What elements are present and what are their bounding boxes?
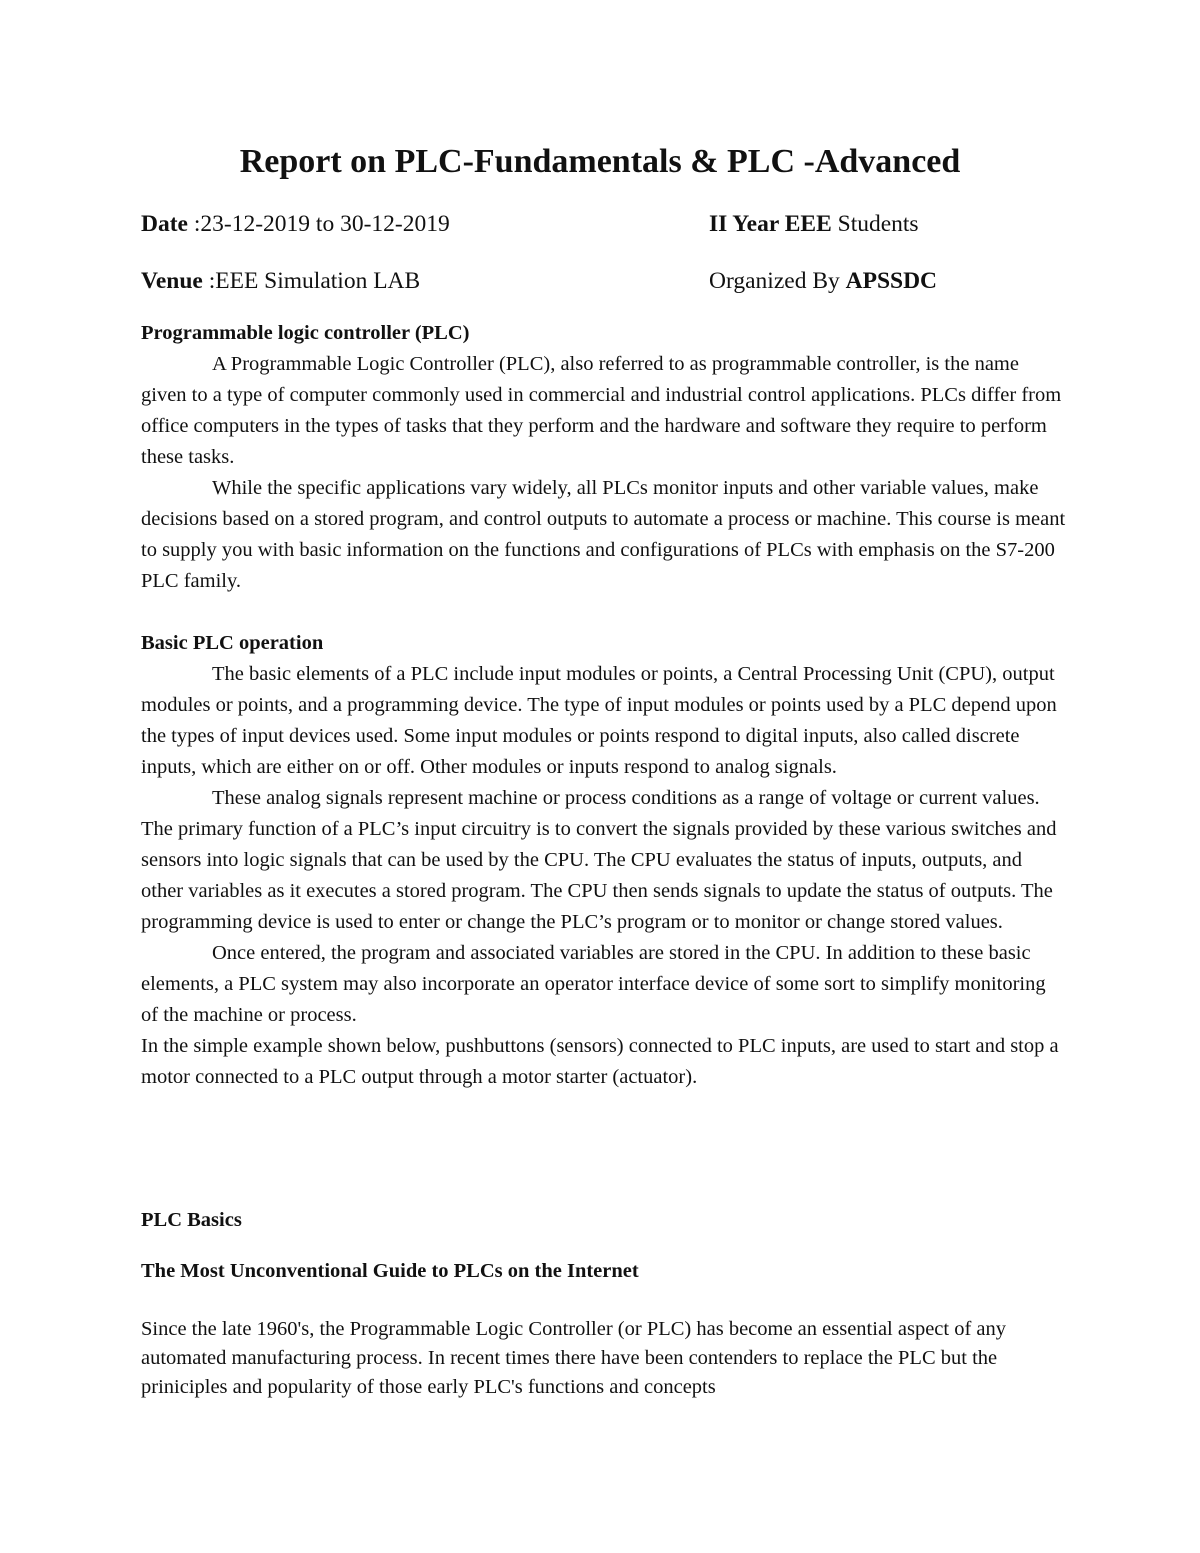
audience-line [709, 207, 919, 241]
section-heading-plc: Programmable logic controller (PLC) [141, 322, 470, 344]
paragraph: Once entered, the program and associated variables are stored in the CPU. In addition to these basic elements, a PLC system may also incorporate an operator interface device of some sort to simplify monitoring of the machine or process. [141, 942, 1046, 1026]
paragraph: A Programmable Logic Controller (PLC), also referred to as programmable controller, is the name given to a type of computer commonly used in commercial and industrial control applications. PLCs differ from office computers in the types of tasks that they perform and the hardware and software they require to perform these tasks. [141, 353, 1062, 468]
paragraph: These analog signals represent machine or process conditions as a range of voltage or current values. The primary function of a PLC’s input circuitry is to convert the signals provided by these various switches and sensors into logic signals that can be used by the CPU. The CPU evaluates the status of inputs, outputs, and other variables as it executes a stored program. The CPU then sends signals to update the status of outputs. The programming device is used to enter or change the PLC’s program or to monitor or change stored values. [141, 787, 1057, 933]
venue-value: :EEE Simulation LAB [202, 268, 421, 294]
paragraph: While the specific applications vary widely, all PLCs monitor inputs and other variable values, make decisions based on a stored program, and control outputs to automate a process or machine. This course is meant to supply you with basic information on the functions and configurations of PLCs with emphasis on the S7-200 PLC family. [141, 477, 1066, 592]
meta-row-venue [141, 264, 1001, 298]
section-basic-operation [141, 628, 1066, 1093]
paragraph: The basic elements of a PLC include input modules or points, a Central Processing Unit (CPU), output modules or points, and a programming device. The type of input modules or points used by a PLC depend upon the types of input devices used. Some input modules or points respond to digital inputs, also called discrete inputs, which are either on or off. Other modules or inputs respond to analog signals. [141, 663, 1057, 778]
audience-year: II Year EEE [709, 211, 832, 237]
venue-line [141, 264, 420, 298]
venue-label: Venue [141, 268, 203, 294]
organizer-name: APSSDC [845, 268, 938, 294]
section-heading-guide: The Most Unconventional Guide to PLCs on the Internet [141, 1260, 639, 1282]
audience-rest: Students [831, 211, 919, 237]
date-line [141, 207, 450, 241]
paragraph: In the simple example shown below, pushbuttons (sensors) connected to PLC inputs, are used to start and stop a motor connected to a PLC output through a motor starter (actuator). [141, 1035, 1059, 1088]
section-heading-plc-basics: PLC Basics [141, 1209, 242, 1231]
organizer-prefix: Organized By [709, 268, 846, 294]
organizer-line [709, 264, 937, 298]
section-plc-basics [141, 1205, 1066, 1236]
page-title: Report on PLC-Fundamentals & PLC -Advanced [239, 143, 961, 180]
section-heading-basic-operation: Basic PLC operation [141, 632, 324, 654]
section-guide-heading [141, 1256, 1066, 1287]
section-guide-body [141, 1315, 1066, 1402]
section-plc [141, 318, 1066, 597]
paragraph: Since the late 1960's, the Programmable Logic Controller (or PLC) has become an essential aspect of any automated manufacturing process. In recent times there have been contenders to replace the PLC but the priniciples and popularity of those early PLC's functions and concepts [141, 1318, 1007, 1398]
meta-row-date [141, 207, 1001, 241]
date-value: :23-12-2019 to 30-12-2019 [187, 211, 450, 237]
date-label: Date [141, 211, 188, 237]
